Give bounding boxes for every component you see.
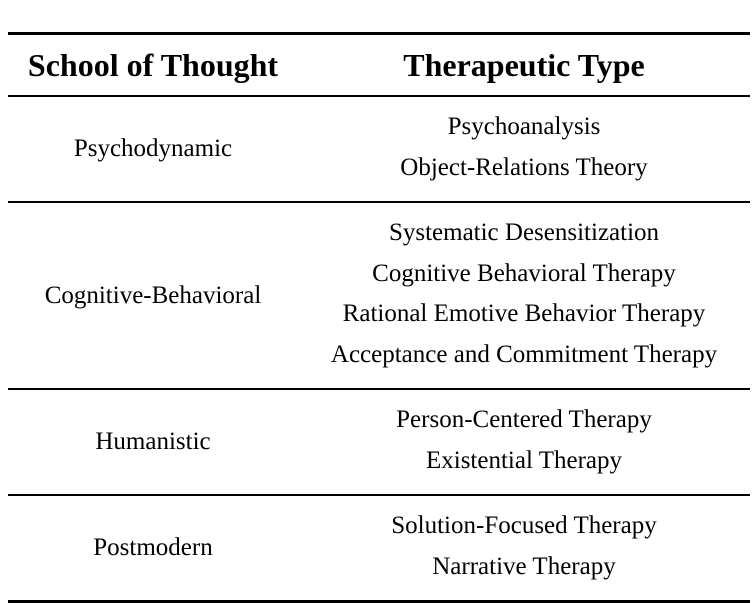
table-row bbox=[8, 389, 750, 495]
table-body bbox=[8, 96, 750, 602]
therapy-item: Cognitive Behavioral Therapy bbox=[372, 259, 676, 287]
therapy-cell bbox=[298, 202, 750, 389]
table-row bbox=[8, 96, 750, 202]
school-cell: Humanistic bbox=[8, 389, 298, 495]
therapy-item: Existential Therapy bbox=[425, 446, 622, 474]
school-cell: Postmodern bbox=[8, 495, 298, 602]
therapy-cell bbox=[298, 495, 750, 602]
therapy-item: Object-Relations Theory bbox=[400, 153, 648, 181]
table-header bbox=[8, 34, 750, 97]
therapy-item: Psychoanalysis bbox=[447, 113, 601, 140]
therapy-item: Person-Centered Therapy bbox=[396, 406, 652, 433]
therapy-item: Narrative Therapy bbox=[432, 552, 616, 580]
therapy-cell bbox=[298, 389, 750, 495]
table-row bbox=[8, 202, 750, 389]
header-therapeutic-type: Therapeutic Type bbox=[298, 34, 750, 97]
header-row bbox=[8, 34, 750, 97]
therapy-item: Acceptance and Commitment Therapy bbox=[330, 340, 718, 368]
therapy-table bbox=[8, 32, 750, 603]
therapy-item: Systematic Desensitization bbox=[388, 219, 660, 246]
header-school-of-thought: School of Thought bbox=[8, 34, 298, 97]
therapy-item: Rational Emotive Behavior Therapy bbox=[342, 300, 706, 327]
table-row bbox=[8, 495, 750, 602]
school-cell: Cognitive-Behavioral bbox=[8, 202, 298, 389]
therapy-cell bbox=[298, 96, 750, 202]
school-cell: Psychodynamic bbox=[8, 96, 298, 202]
therapy-item: Solution-Focused Therapy bbox=[391, 512, 657, 539]
therapy-table-container bbox=[8, 32, 750, 603]
